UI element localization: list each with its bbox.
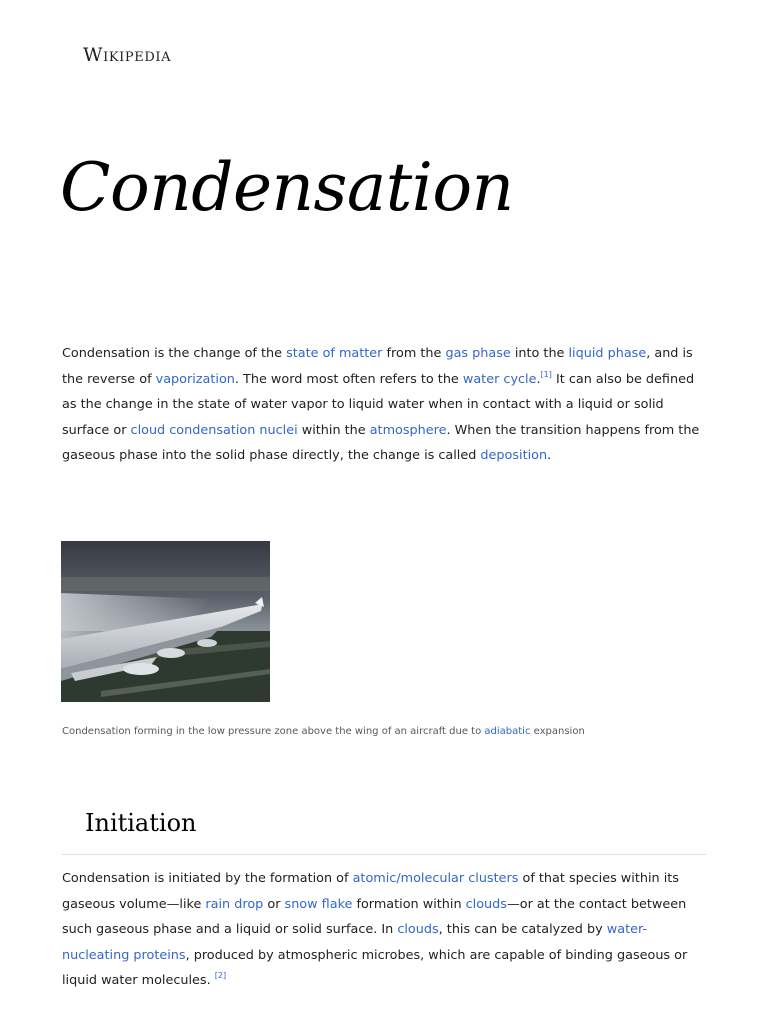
- link-vaporization[interactable]: vaporization: [155, 371, 235, 387]
- link-atomic-molecular-clusters[interactable]: atomic/molecular clusters: [352, 871, 519, 886]
- intro-text: .: [547, 448, 552, 464]
- reference-2[interactable]: [2]: [214, 971, 227, 981]
- aircraft-wing-image: [61, 541, 270, 702]
- link-water-cycle[interactable]: water cycle: [462, 371, 537, 387]
- link-rain-drop[interactable]: rain drop: [205, 896, 264, 912]
- link-clouds-2[interactable]: clouds: [397, 922, 439, 938]
- wikipedia-wordmark[interactable]: Wikipedia: [83, 44, 172, 66]
- link-liquid-phase[interactable]: liquid phase: [568, 346, 647, 361]
- section-text: of that species within its gaseous volume—like: [62, 871, 679, 912]
- figure-caption: [62, 724, 702, 740]
- link-gas-phase[interactable]: gas phase: [445, 346, 511, 361]
- intro-text: within the: [297, 422, 370, 438]
- page-title: Condensation: [60, 149, 514, 226]
- caption-text: expansion: [530, 726, 585, 737]
- initiation-paragraph: [62, 866, 710, 994]
- link-cloud-condensation-nuclei[interactable]: cloud condensation nuclei: [130, 422, 298, 438]
- intro-text: .: [536, 371, 541, 387]
- section-heading-initiation[interactable]: Initiation: [85, 809, 197, 837]
- intro-text: Condensation is the change of the: [62, 346, 287, 361]
- caption-text: Condensation forming in the low pressure zone above the wing of an aircraft due to: [62, 726, 485, 737]
- intro-text: into the: [510, 346, 569, 361]
- link-state-of-matter[interactable]: state of matter: [286, 346, 383, 361]
- intro-text: . When the transition happens from the gaseous phase into the solid phase directly, the change is called: [62, 422, 700, 464]
- intro-text: from the: [382, 346, 446, 361]
- section-divider: [62, 854, 706, 855]
- intro-text: , and is the reverse of: [62, 346, 693, 387]
- link-atmosphere[interactable]: atmosphere: [369, 422, 447, 438]
- section-text: Condensation is initiated by the formation of: [62, 871, 353, 886]
- reference-1[interactable]: [1]: [540, 369, 552, 379]
- link-water-nucleating-proteins[interactable]: water-nucleating proteins: [62, 922, 648, 963]
- link-deposition[interactable]: deposition: [480, 448, 548, 464]
- section-text: , produced by atmospheric microbes, which are capable of binding gaseous or liquid water molecules.: [62, 947, 688, 989]
- intro-text: . The word most often refers to the: [234, 371, 463, 387]
- aircraft-wing-photo[interactable]: [61, 541, 270, 702]
- link-clouds[interactable]: clouds: [465, 896, 507, 912]
- section-text: —or at the contact between such gaseous phase and a liquid or solid surface. In: [62, 896, 687, 938]
- link-snow-flake[interactable]: snow flake: [284, 896, 353, 912]
- section-text: formation within: [352, 896, 466, 912]
- section-text: , this can be catalyzed by: [438, 922, 607, 938]
- link-adiabatic[interactable]: adiabatic: [484, 726, 531, 737]
- section-text: or: [263, 896, 285, 912]
- intro-text: It can also be defined as the change in the state of water vapor to liquid water when in contact with a liquid or solid surface or: [62, 371, 695, 438]
- intro-paragraph: [62, 341, 710, 469]
